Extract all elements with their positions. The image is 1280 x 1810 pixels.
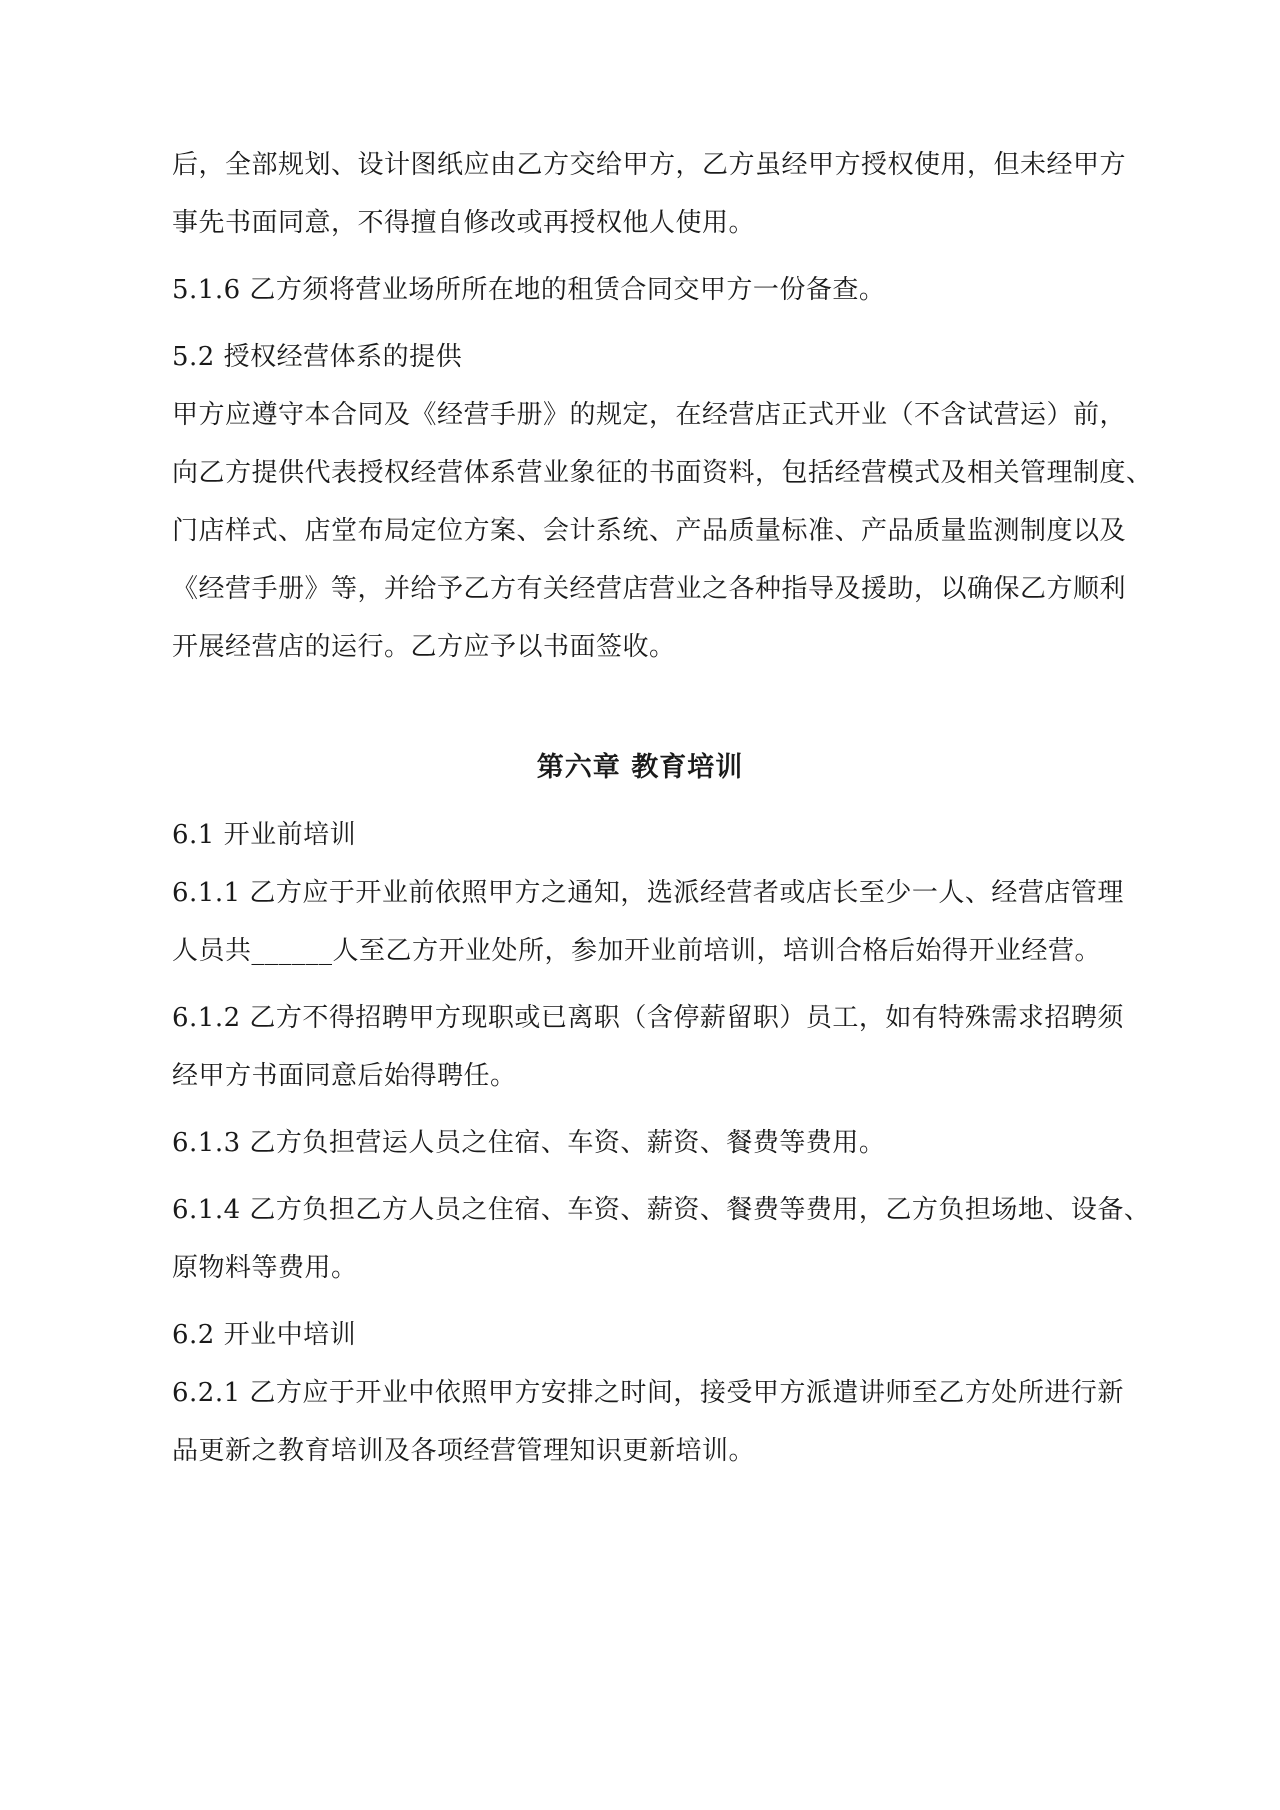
paragraph-line: 后，全部规划、设计图纸应由乙方交给甲方，乙方虽经甲方授权使用，但未经甲方 xyxy=(172,150,1127,180)
clause-6-1-3: 6.1.3 乙方负担营运人员之住宿、车资、薪资、餐费等费用。 xyxy=(172,1128,886,1158)
paragraph-line: 品更新之教育培训及各项经营管理知识更新培训。 xyxy=(172,1436,756,1466)
clause-5-1-6: 5.1.6 乙方须将营业场所所在地的租赁合同交甲方一份备查。 xyxy=(172,275,886,305)
paragraph-line: 经甲方书面同意后始得聘任。 xyxy=(172,1061,517,1091)
section-6-2-heading: 6.2 开业中培训 xyxy=(172,1320,357,1350)
section-5-2-heading: 5.2 授权经营体系的提供 xyxy=(172,342,463,372)
paragraph-line: 开展经营店的运行。乙方应予以书面签收。 xyxy=(172,632,676,662)
paragraph-line: 人员共______人至乙方开业处所，参加开业前培训，培训合格后始得开业经营。 xyxy=(172,936,1102,966)
clause-6-1-1: 6.1.1 乙方应于开业前依照甲方之通知，选派经营者或店长至少一人、经营店管理 xyxy=(172,878,1124,908)
paragraph-line: 门店样式、店堂布局定位方案、会计系统、产品质量标准、产品质量监测制度以及 xyxy=(172,516,1127,546)
paragraph-line: 《经营手册》等，并给予乙方有关经营店营业之各种指导及援助，以确保乙方顺利 xyxy=(172,574,1127,604)
clause-6-1-4: 6.1.4 乙方负担乙方人员之住宿、车资、薪资、餐费等费用，乙方负担场地、设备、 xyxy=(172,1195,1151,1225)
clause-6-2-1: 6.2.1 乙方应于开业中依照甲方安排之时间，接受甲方派遣讲师至乙方处所进行新 xyxy=(172,1378,1124,1408)
paragraph-line: 事先书面同意，不得擅自修改或再授权他人使用。 xyxy=(172,208,756,238)
chapter-title: 第六章 教育培训 xyxy=(536,752,744,783)
paragraph-line: 原物料等费用。 xyxy=(172,1253,358,1283)
section-6-1-heading: 6.1 开业前培训 xyxy=(172,820,357,850)
paragraph-line: 向乙方提供代表授权经营体系营业象征的书面资料，包括经营模式及相关管理制度、 xyxy=(172,458,1153,488)
clause-6-1-2: 6.1.2 乙方不得招聘甲方现职或已离职（含停薪留职）员工，如有特殊需求招聘须 xyxy=(172,1003,1124,1033)
paragraph-line: 甲方应遵守本合同及《经营手册》的规定，在经营店正式开业（不含试营运）前， xyxy=(172,400,1127,430)
